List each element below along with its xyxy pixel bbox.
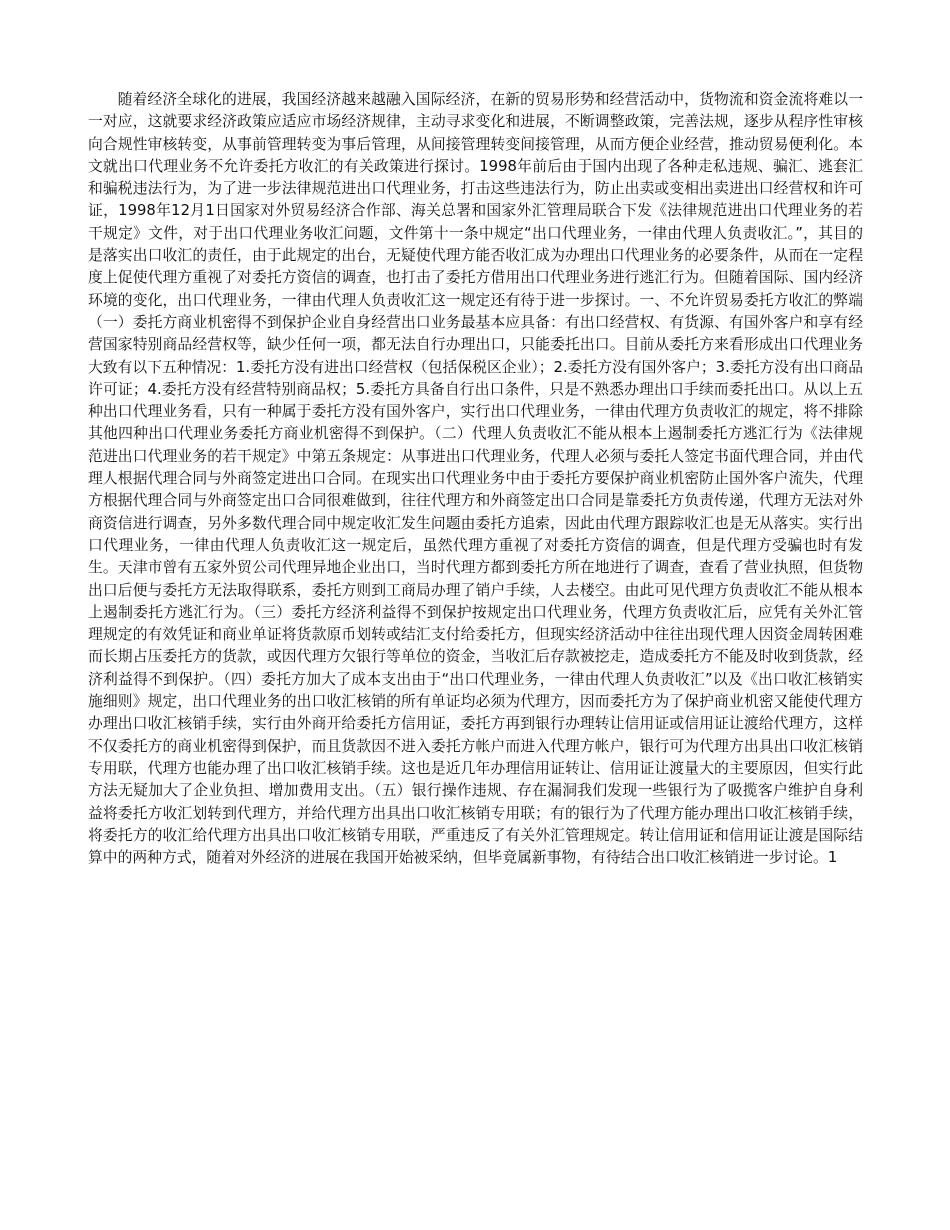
body-paragraph: 随着经济全球化的进展，我国经济越来越融入国际经济，在新的贸易形势和经营活动中，货物流和资金流将难以一一对应，这就要求经济政策应适应市场经济规律，主动寻求变化和进展，不断调整政策，完善法规，逐步从程序性审核向合规性审核转变，从事前管理转变为事后管理，从间接管理转变间接管理，从而方便企业经营，推动贸易便利化。本文就出口代理业务不允许委托方收汇的有关政策进行探讨。1998年前后由于国内出现了各种走私违规、骗汇、逃套汇和骗税违法行为，为了进一步法律规范进出口代理业务，打击这些违法行为，防止出卖或变相出卖进出口经营权和许可证，1998年12月1日国家对外贸易经济合作部、海关总署和国家外汇管理局联合下发《法律规范进出口代理业务的若干规定》文件，对于出口代理业务收汇问题，文件第十一条中规定“出口代理业务，一律由代理人负责收汇。”，其目的是落实出口收汇的责任，由于此规定的出台，无疑使代理方能否收汇成为办理出口代理业务的必要条件，从而在一定程度上促使代理方重视了对委托方资信的调查，也打击了委托方借用出口代理业务进行逃汇行为。但随着国际、国内经济环境的变化，出口代理业务，一律由代理人负责收汇这一规定还有待于进一步探讨。一、不允许贸易委托方收汇的弊端（一）委托方商业机密得不到保护企业自身经营出口业务最基本应具备：有出口经营权、有货源、有国外客户和享有经营国家特别商品经营权等，缺少任何一项，都无法自行办理出口，只能委托出口。目前从委托方来看形成出口代理业务大致有以下五种情况：1.委托方没有进出口经营权（包括保税区企业）；2.委托方没有国外客户；3.委托方没有出口商品许可证；4.委托方没有经营特别商品权；5.委托方具备自行出口条件，只是不熟悉办理出口手续而委托出口。从以上五种出口代理业务看，只有一种属于委托方没有国外客户，实行出口代理业务，一律由代理方负责收汇的规定，将不排除其他四种出口代理业务委托方商业机密得不到保护。（二）代理人负责收汇不能从根本上遏制委托方逃汇行为《法律规范进出口代理业务的若干规定》中第五条规定：从事进出口代理业务，代理人必须与委托人签定书面代理合同，并由代理人根据代理合同与外商签定进出口合同。在现实出口代理业务中由于委托方要保护商业机密防止国外客户流失，代理方根据代理合同与外商签定出口合同很难做到，往往代理方和外商签定出口合同是靠委托方负责传递，代理方无法对外商资信进行调查，另外多数代理合同中规定收汇发生问题由委托方追索，因此由代理方跟踪收汇也是无从落实。实行出口代理业务，一律由代理人负责收汇这一规定后，虽然代理方重视了对委托方资信的调查，但是代理方受骗也时有发生。天津市曾有五家外贸公司代理异地企业出口，当时代理方都到委托方所在地进行了调查，查看了营业执照，但货物出口后便与委托方无法取得联系，委托方则到工商局办理了销户手续，人去楼空。由此可见代理方负责收汇不能从根本上遏制委托方逃汇行为。（三）委托方经济利益得不到保护按规定出口代理业务，代理方负责收汇后，应凭有关外汇管理规定的有效凭证和商业单证将货款原币划转或结汇支付给委托方，但现实经济活动中往往出现代理人因资金周转困难而长期占压委托方的货款，或因代理方欠银行等单位的资金，当收汇后存款被挖走，造成委托方不能及时收到货款，经济利益得不到保护。（四）委托方加大了成本支出由于“出口代理业务，一律由代理人负责收汇”以及《出口收汇核销实施细则》规定，出口代理业务的出口收汇核销的所有单证均必须为代理方，因而委托方为了保护商业机密又能使代理方办理出口收汇核销手续，实行由外商开给委托方信用证，委托方再到银行办理转让信用证或信用证让渡给代理方，这样不仅委托方的商业机密得到保护，而且货款因不进入委托方帐户而进入代理方帐户，银行可为代理方出具出口收汇核销专用联，代理方也能办理了出口收汇核销手续。这也是近几年办理信用证转让、信用证让渡量大的主要原因，但实行此方法无疑加大了企业负担、增加费用支出。（五）银行操作违规、存在漏洞我们发现一些银行为了吸揽客户维护自身利益将委托方收汇划转到代理方，并给代理方出具出口收汇核销专用联；有的银行为了代理方能办理出口收汇核销手续，将委托方的收汇给代理方出具出口收汇核销专用联，严重违反了有关外汇管理规定。转让信用证和信用证让渡是国际结算中的两种方式，随着对外经济的进展在我国开始被采纳，但毕竟属新事物，有待结合出口收汇核销进一步讨论。1 xyxy=(88,91,863,867)
document-page xyxy=(88,89,863,869)
